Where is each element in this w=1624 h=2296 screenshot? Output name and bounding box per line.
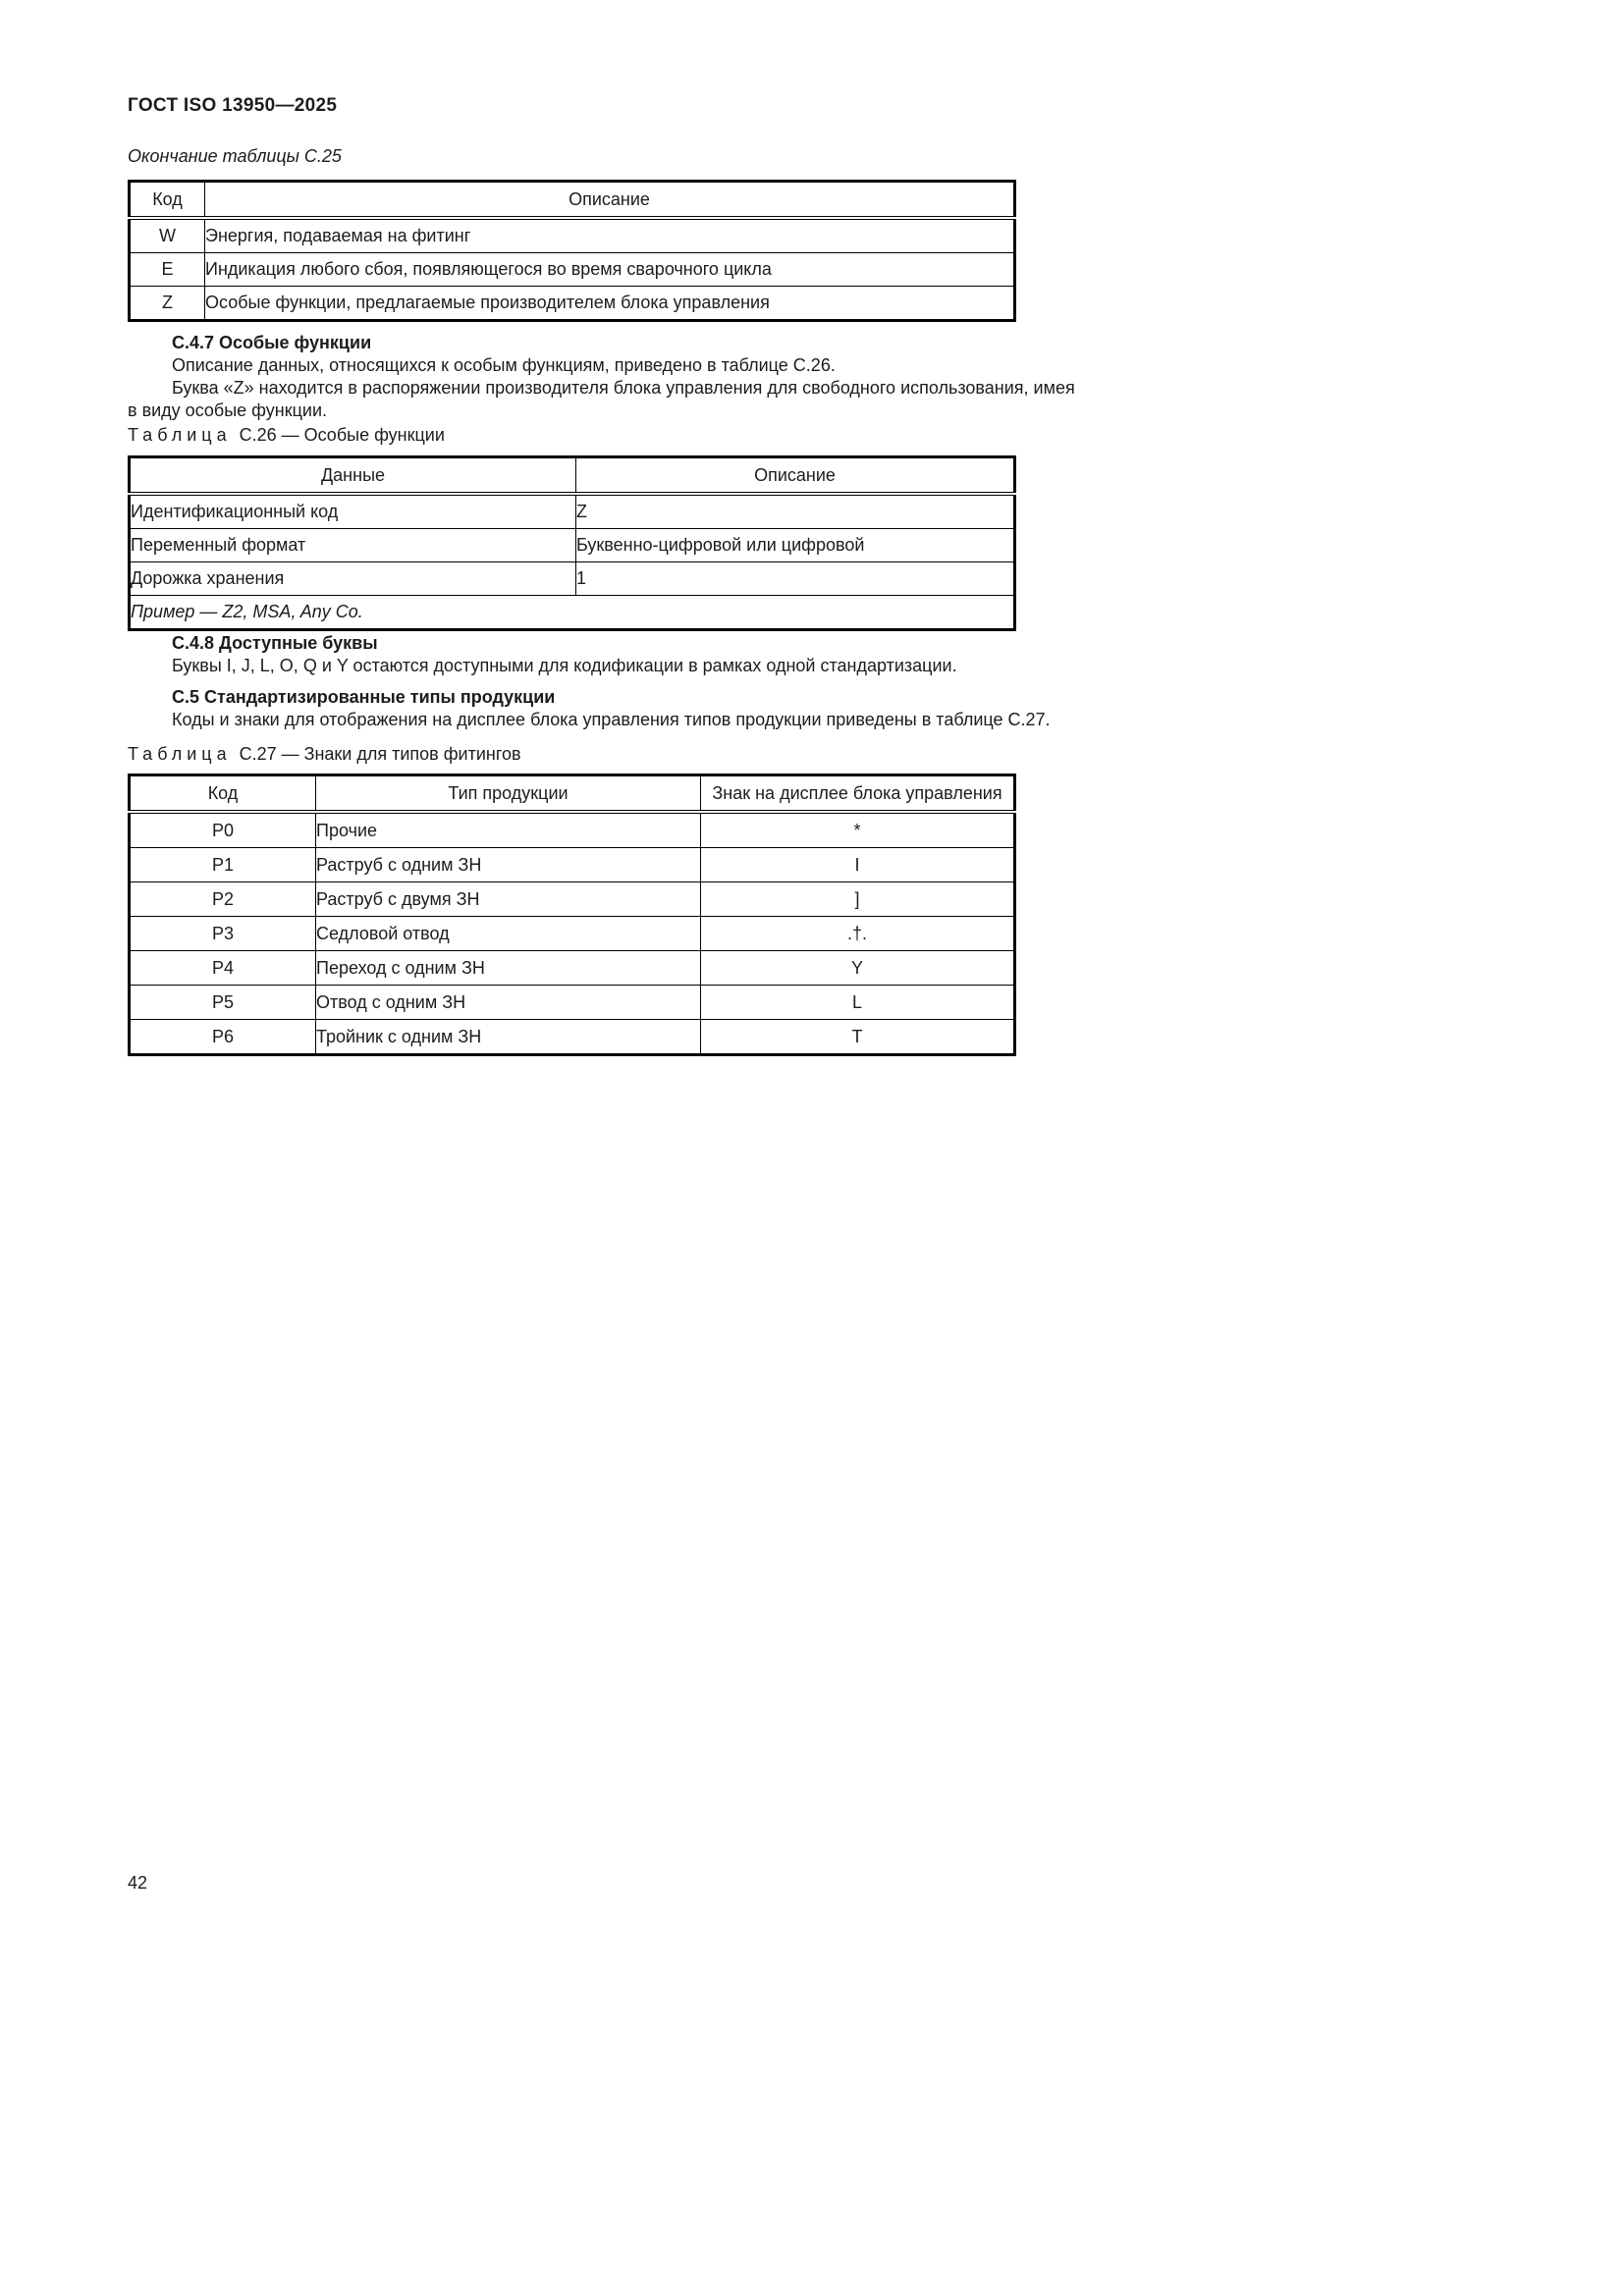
cell-code: Z: [130, 287, 205, 321]
section-c5-heading: С.5 Стандартизированные типы продукции: [172, 687, 556, 707]
cell-code: W: [130, 218, 205, 253]
col-header-data: Данные: [130, 457, 576, 495]
cell-display-sign: ]: [701, 882, 1015, 917]
cell-product-type: Переход с одним ЗН: [316, 951, 701, 986]
cell-description: Z: [576, 494, 1015, 529]
section-c4-7-heading: С.4.7 Особые функции: [172, 333, 372, 352]
cell-code: P0: [130, 812, 316, 848]
cell-code: E: [130, 253, 205, 287]
cell-product-type: Тройник с одним ЗН: [316, 1020, 701, 1055]
table-c25-continuation-caption: Окончание таблицы С.25: [128, 146, 342, 166]
section-c4-8-para1: Буквы I, J, L, O, Q и Y остаются доступными для кодификации в рамках одной стандартизации.: [172, 656, 957, 675]
cell-display-sign: *: [701, 812, 1015, 848]
cell-data: Дорожка хранения: [130, 562, 576, 596]
section-c4-7-para2-line2: в виду особые функции.: [128, 400, 328, 420]
col-header-description: Описание: [205, 182, 1015, 219]
table-caption-rest: С.26 — Особые функции: [239, 425, 445, 445]
table-row: [130, 986, 1015, 1020]
col-header-display-sign: Знак на дисплее блока управления: [701, 775, 1015, 813]
cell-display-sign: .†.: [701, 917, 1015, 951]
section-c5-para1: Коды и знаки для отображения на дисплее блока управления типов продукции приведены в таблице С.27.: [172, 710, 1051, 729]
cell-data: Переменный формат: [130, 529, 576, 562]
table-caption-word: Таблица: [128, 744, 232, 764]
section-c5: [128, 686, 1494, 731]
table-row: [130, 253, 1015, 287]
table-row: [130, 882, 1015, 917]
cell-description: Особые функции, предлагаемые производителем блока управления: [205, 287, 1015, 321]
table-row: [130, 917, 1015, 951]
table-row: [130, 218, 1015, 253]
page-number: 42: [128, 1873, 148, 1893]
section-c4-7-para2-line1: Буква «Z» находится в распоряжении производителя блока управления для свободного использования, имея: [172, 378, 1075, 398]
cell-description: Энергия, подаваемая на фитинг: [205, 218, 1015, 253]
table-c25-end: [128, 180, 1016, 322]
cell-code: P2: [130, 882, 316, 917]
table-row: [130, 1020, 1015, 1055]
cell-product-type: Прочие: [316, 812, 701, 848]
col-header-code: Код: [130, 182, 205, 219]
cell-product-type: Раструб с одним ЗН: [316, 848, 701, 882]
table-row: [130, 529, 1015, 562]
section-c4-7: [128, 332, 1494, 422]
cell-description: Буквенно-цифровой или цифровой: [576, 529, 1015, 562]
cell-code: P1: [130, 848, 316, 882]
example-text: Пример — Z2, MSA, Any Co.: [130, 596, 1015, 630]
table-c27: [128, 774, 1016, 1056]
table-row: [130, 562, 1015, 596]
cell-display-sign: T: [701, 1020, 1015, 1055]
col-header-product-type: Тип продукции: [316, 775, 701, 813]
table-row: [130, 494, 1015, 529]
cell-code: P5: [130, 986, 316, 1020]
table-caption-word: Таблица: [128, 425, 232, 445]
table-row: [130, 848, 1015, 882]
col-header-code: Код: [130, 775, 316, 813]
document-header: ГОСТ ISO 13950—2025: [128, 95, 338, 116]
table-row: [130, 951, 1015, 986]
cell-display-sign: Y: [701, 951, 1015, 986]
section-c4-7-para1: Описание данных, относящихся к особым функциям, приведено в таблице С.26.: [172, 355, 836, 375]
table-c26-caption: [128, 424, 445, 447]
section-c4-8-heading: С.4.8 Доступные буквы: [172, 633, 378, 653]
table-row: [130, 287, 1015, 321]
cell-code: P4: [130, 951, 316, 986]
col-header-description: Описание: [576, 457, 1015, 495]
cell-display-sign: L: [701, 986, 1015, 1020]
table-row: [130, 812, 1015, 848]
cell-description: 1: [576, 562, 1015, 596]
cell-display-sign: I: [701, 848, 1015, 882]
table-c25-header-row: [130, 182, 1015, 219]
table-caption-rest: С.27 — Знаки для типов фитингов: [239, 744, 521, 764]
table-example-row: [130, 596, 1015, 630]
cell-product-type: Отвод с одним ЗН: [316, 986, 701, 1020]
cell-description: Индикация любого сбоя, появляющегося во время сварочного цикла: [205, 253, 1015, 287]
cell-product-type: Раструб с двумя ЗН: [316, 882, 701, 917]
cell-code: P6: [130, 1020, 316, 1055]
cell-data: Идентификационный код: [130, 494, 576, 529]
table-c26: [128, 455, 1016, 631]
table-c26-header-row: [130, 457, 1015, 495]
section-c4-8: [128, 632, 1494, 677]
cell-code: P3: [130, 917, 316, 951]
cell-product-type: Седловой отвод: [316, 917, 701, 951]
table-c27-header-row: [130, 775, 1015, 813]
table-c27-caption: [128, 743, 521, 766]
